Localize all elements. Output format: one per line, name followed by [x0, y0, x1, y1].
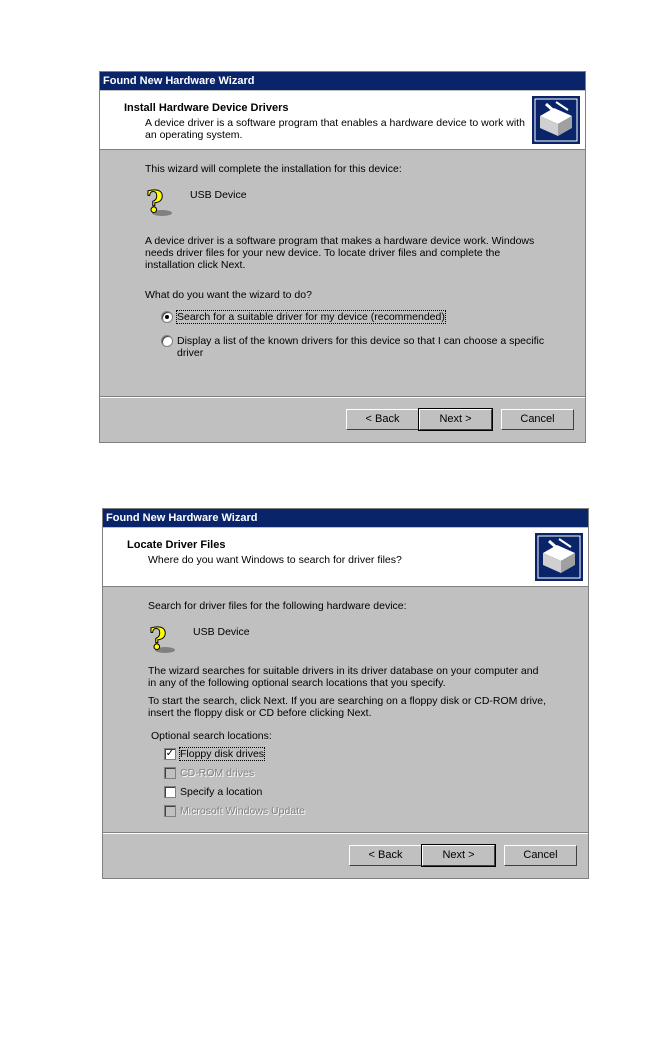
question-text: What do you want the wizard to do? [145, 289, 312, 301]
device-name: USB Device [193, 626, 250, 638]
display-list-radio[interactable] [161, 335, 173, 347]
specify-location-label[interactable]: Specify a location [180, 786, 263, 798]
cancel-button[interactable]: Cancel [501, 409, 574, 430]
back-button[interactable]: < Back [349, 845, 422, 866]
cdrom-drives-checkbox[interactable] [164, 767, 176, 779]
wizard-window-locate-drivers [102, 508, 589, 879]
driver-description: A device driver is a software program that makes a hardware device work. Windows needs driver files for your new device. To locate driver files and complete the installation click Next. [145, 235, 535, 271]
cdrom-drives-label[interactable]: CD-ROM drives [180, 767, 255, 779]
device-name: USB Device [190, 189, 247, 201]
svg-text:?: ? [149, 622, 167, 654]
wizard-window-install-drivers [99, 71, 586, 443]
wizard-header [100, 91, 585, 150]
back-button[interactable]: < Back [346, 409, 419, 430]
start-search-instructions: To start the search, click Next. If you are searching on a floppy disk or CD-ROM drive, insert the floppy disk or CD before clicking Next. [148, 695, 546, 719]
header-title: Locate Driver Files [127, 539, 226, 551]
cancel-button[interactable]: Cancel [504, 845, 577, 866]
floppy-drives-label[interactable]: Floppy disk drives [180, 748, 265, 760]
header-title: Install Hardware Device Drivers [124, 102, 289, 114]
header-description: A device driver is a software program that enables a hardware device to work with an operating system. [145, 117, 525, 141]
display-list-label[interactable]: Display a list of the known drivers for this device so that I can choose a specific driver [177, 335, 545, 359]
wizard-header [103, 528, 588, 587]
intro-text: This wizard will complete the installation for this device: [145, 163, 402, 175]
unknown-device-icon [145, 622, 179, 654]
search-description: The wizard searches for suitable drivers in its driver database on your computer and in any of the following optional search locations that you specify. [148, 665, 539, 689]
windows-update-label[interactable]: Microsoft Windows Update [180, 805, 305, 817]
next-button[interactable]: Next > [422, 845, 495, 866]
radio-selected-dot [165, 315, 169, 319]
title-bar: Found New Hardware Wizard [103, 509, 588, 527]
unknown-device-icon [142, 185, 176, 217]
title-bar: Found New Hardware Wizard [100, 72, 585, 90]
search-driver-label[interactable]: Search for a suitable driver for my device (recommended) [177, 311, 445, 323]
specify-location-checkbox[interactable] [164, 786, 176, 798]
svg-text:?: ? [146, 185, 164, 217]
button-separator [100, 396, 585, 398]
hardware-wizard-icon [532, 96, 580, 144]
floppy-drives-checkbox[interactable]: ✓ [165, 748, 175, 759]
search-driver-radio[interactable] [161, 311, 173, 323]
next-button[interactable]: Next > [419, 409, 492, 430]
button-separator [103, 832, 588, 834]
windows-update-checkbox[interactable] [164, 805, 176, 817]
hardware-wizard-icon [535, 533, 583, 581]
intro-text: Search for driver files for the following hardware device: [148, 600, 407, 612]
header-description: Where do you want Windows to search for driver files? [148, 554, 402, 566]
optional-locations-label: Optional search locations: [151, 730, 272, 742]
